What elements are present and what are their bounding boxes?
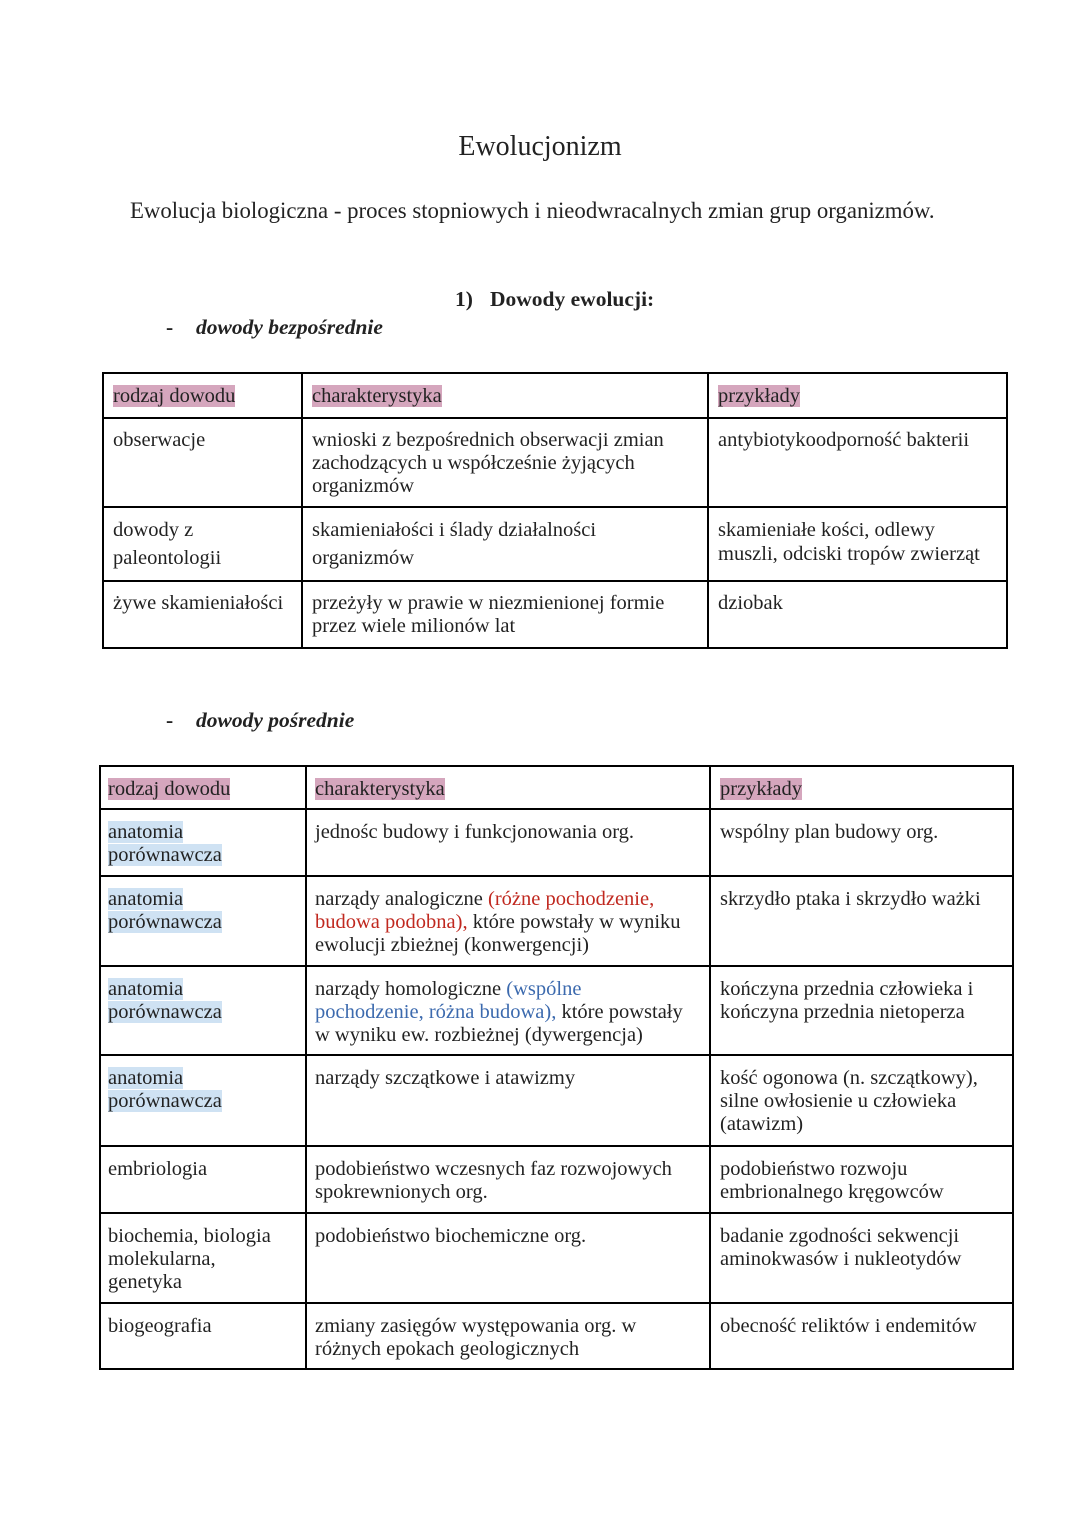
cell-text: anatomia	[108, 1067, 184, 1089]
cell-line	[315, 934, 705, 957]
cell-line	[720, 1181, 1008, 1204]
cell-text: badanie zgodności sekwencji	[720, 1225, 960, 1247]
cell-text: muszli, odciski tropów zwierząt	[718, 543, 980, 565]
cell-text: w wyniku ew. rozbieżnej (dywergencja)	[315, 1024, 643, 1046]
cell-text: dowody z	[113, 519, 194, 541]
cell-text: kość ogonowa (n. szczątkowy),	[720, 1067, 978, 1089]
cell-line	[720, 978, 1008, 1001]
cell-text: ewolucji zbieżnej (konwergencji)	[315, 934, 589, 956]
cell-line	[720, 1001, 1008, 1024]
cell-line	[720, 1113, 1008, 1136]
cell-text: skrzydło ptaka i skrzydło ważki	[720, 888, 981, 910]
cell-line	[108, 1158, 301, 1181]
cell-examples	[710, 966, 1013, 1055]
cell-text: podobieństwo rozwoju	[720, 1158, 908, 1180]
cell-line	[720, 821, 1008, 844]
cell-line	[312, 544, 703, 572]
cell-characteristics	[306, 876, 710, 966]
cell-evidence-type	[100, 1213, 306, 1303]
cell-text: rodzaj dowodu	[113, 385, 236, 407]
cell-text: anatomia	[108, 978, 184, 1000]
cell-text-segment: które powstały	[556, 1001, 683, 1023]
cell-line	[315, 778, 705, 801]
cell-text: wnioski z bezpośrednich obserwacji zmian	[312, 429, 664, 451]
cell-text: embrionalnego kręgowców	[720, 1181, 944, 1203]
cell-text: różnych epokach geologicznych	[315, 1338, 580, 1360]
column-header-evidence-type	[103, 373, 302, 418]
cell-characteristics	[302, 418, 708, 507]
cell-evidence-type	[100, 1055, 306, 1146]
cell-line	[108, 1225, 301, 1248]
cell-line	[720, 1248, 1008, 1271]
cell-text: obecność reliktów i endemitów	[720, 1315, 977, 1337]
table-row	[100, 1213, 1013, 1303]
cell-line	[113, 544, 297, 572]
cell-line	[718, 429, 1002, 452]
cell-text: żywe skamieniałości	[113, 592, 284, 614]
cell-evidence-type	[103, 418, 302, 507]
cell-text: biochemia, biologia	[108, 1225, 271, 1247]
cell-text: silne owłosienie u człowieka	[720, 1090, 957, 1112]
cell-line	[312, 615, 703, 638]
cell-text: jednośc budowy i funkcjonowania org.	[315, 821, 635, 843]
column-header-examples	[708, 373, 1007, 418]
bullet-dash: -	[166, 315, 174, 339]
cell-line	[108, 1248, 301, 1271]
cell-evidence-type	[100, 1146, 306, 1213]
cell-text: spokrewnionych org.	[315, 1181, 488, 1203]
cell-characteristics	[306, 966, 710, 1055]
cell-characteristics	[306, 809, 710, 876]
column-header-characteristics	[302, 373, 708, 418]
cell-line	[315, 888, 705, 911]
direct-evidence-label: dowody bezpośrednie	[196, 315, 383, 339]
cell-text-segment: budowa podobna),	[315, 911, 468, 933]
page-title: Ewolucjonizm	[458, 131, 622, 162]
indirect-evidence-heading	[166, 707, 354, 733]
cell-examples	[710, 809, 1013, 876]
cell-evidence-type	[103, 507, 302, 581]
indirect-evidence-label: dowody pośrednie	[196, 708, 355, 732]
cell-line	[113, 429, 297, 452]
table-row	[100, 1146, 1013, 1213]
cell-line	[312, 516, 703, 544]
table-row	[103, 418, 1007, 507]
cell-text: narządy szczątkowe i atawizmy	[315, 1067, 576, 1089]
cell-text: porównawcza	[108, 911, 222, 933]
cell-examples	[708, 418, 1007, 507]
cell-line	[720, 778, 1008, 801]
cell-line	[315, 1338, 705, 1361]
table-row	[100, 1303, 1013, 1369]
cell-text: przykłady	[720, 778, 802, 800]
cell-text: zmiany zasięgów występowania org. w	[315, 1315, 637, 1337]
cell-line	[718, 592, 1002, 615]
cell-text: embriologia	[108, 1158, 208, 1180]
column-header-characteristics	[306, 766, 710, 809]
cell-line	[315, 1067, 705, 1090]
cell-text: wspólny plan budowy org.	[720, 821, 939, 843]
cell-line	[720, 1315, 1008, 1338]
table-row	[100, 966, 1013, 1055]
cell-examples	[710, 1303, 1013, 1369]
cell-line	[718, 385, 1002, 408]
cell-line	[315, 1024, 705, 1047]
cell-line	[108, 978, 301, 1001]
cell-text: dziobak	[718, 592, 783, 614]
cell-text: porównawcza	[108, 1090, 222, 1112]
cell-line	[315, 1158, 705, 1181]
cell-line	[315, 1315, 705, 1338]
bullet-dash: -	[166, 708, 174, 732]
cell-line	[312, 592, 703, 615]
cell-examples	[710, 876, 1013, 966]
cell-line	[315, 978, 705, 1001]
cell-line	[108, 844, 301, 867]
cell-text: antybiotykoodporność bakterii	[718, 429, 970, 451]
cell-line	[108, 1090, 301, 1113]
cell-line	[108, 1001, 301, 1024]
section-number: 1)	[455, 287, 473, 311]
cell-evidence-type	[100, 966, 306, 1055]
cell-line	[108, 888, 301, 911]
cell-line	[312, 429, 703, 452]
cell-text-segment: które powstały w wyniku	[467, 911, 681, 933]
cell-text: charakterystyka	[315, 778, 445, 800]
cell-characteristics	[306, 1055, 710, 1146]
cell-examples	[708, 507, 1007, 581]
cell-evidence-type	[100, 1303, 306, 1369]
cell-text: obserwacje	[113, 429, 206, 451]
cell-text: (atawizm)	[720, 1113, 804, 1135]
cell-line	[108, 1315, 301, 1338]
cell-line	[720, 1225, 1008, 1248]
cell-evidence-type	[100, 876, 306, 966]
cell-text: organizmów	[312, 547, 415, 569]
cell-text: charakterystyka	[312, 385, 442, 407]
cell-line	[718, 518, 1002, 542]
column-header-examples	[710, 766, 1013, 809]
cell-text: paleontologii	[113, 547, 222, 569]
table-header-row	[103, 373, 1007, 418]
cell-text: przez wiele milionów lat	[312, 615, 516, 637]
cell-text: zachodzących u współcześnie żyjących	[312, 452, 635, 474]
cell-characteristics	[302, 581, 708, 648]
cell-text: skamieniałości i ślady działalności	[312, 519, 597, 541]
cell-examples	[710, 1055, 1013, 1146]
cell-text-segment: (różne pochodzenie,	[488, 888, 655, 910]
column-header-evidence-type	[100, 766, 306, 809]
cell-characteristics	[306, 1303, 710, 1369]
cell-examples	[710, 1213, 1013, 1303]
cell-line	[113, 516, 297, 544]
table-row	[100, 876, 1013, 966]
cell-text: podobieństwo biochemiczne org.	[315, 1225, 587, 1247]
cell-evidence-type	[100, 809, 306, 876]
cell-line	[108, 778, 301, 801]
direct-evidence-table	[102, 372, 1008, 649]
section-title: Dowody ewolucji:	[490, 287, 655, 311]
cell-evidence-type	[103, 581, 302, 648]
table-row	[100, 1055, 1013, 1146]
cell-text: kończyna przednia nietoperza	[720, 1001, 965, 1023]
cell-line	[312, 475, 703, 498]
cell-characteristics	[302, 507, 708, 581]
cell-line	[108, 1271, 301, 1294]
cell-line	[312, 385, 703, 408]
cell-text: skamieniałe kości, odlewy	[718, 519, 935, 541]
cell-examples	[708, 581, 1007, 648]
cell-text: anatomia	[108, 888, 184, 910]
cell-text: aminokwasów i nukleotydów	[720, 1248, 962, 1270]
cell-text-segment: narządy homologiczne	[315, 978, 507, 1000]
cell-line	[312, 452, 703, 475]
direct-evidence-heading	[166, 314, 383, 340]
cell-line	[315, 821, 705, 844]
cell-line	[718, 542, 1002, 566]
cell-text: kończyna przednia człowieka i	[720, 978, 974, 1000]
cell-line	[315, 1181, 705, 1204]
cell-text: przykłady	[718, 385, 800, 407]
cell-text: molekularna,	[108, 1248, 216, 1270]
cell-line	[315, 1225, 705, 1248]
cell-examples	[710, 1146, 1013, 1213]
cell-line	[113, 385, 297, 408]
cell-text: genetyka	[108, 1271, 182, 1293]
cell-text: przeżyły w prawie w niezmienionej formie	[312, 592, 665, 614]
cell-line	[720, 1158, 1008, 1181]
section-heading	[455, 286, 654, 312]
cell-characteristics	[306, 1213, 710, 1303]
cell-text: anatomia	[108, 821, 184, 843]
cell-line	[315, 911, 705, 934]
cell-text: organizmów	[312, 475, 415, 497]
cell-text: biogeografia	[108, 1315, 212, 1337]
cell-line	[315, 1001, 705, 1024]
table-row	[103, 507, 1007, 581]
table-row	[100, 809, 1013, 876]
cell-line	[108, 1067, 301, 1090]
cell-line	[720, 1090, 1008, 1113]
cell-text: rodzaj dowodu	[108, 778, 231, 800]
table-header-row	[100, 766, 1013, 809]
indirect-evidence-table	[99, 765, 1014, 1370]
cell-text: porównawcza	[108, 844, 222, 866]
cell-line	[113, 592, 297, 615]
cell-text-segment: (wspólne	[506, 978, 582, 1000]
table-row	[103, 581, 1007, 648]
cell-text: podobieństwo wczesnych faz rozwojowych	[315, 1158, 672, 1180]
cell-text: porównawcza	[108, 1001, 222, 1023]
cell-line	[108, 821, 301, 844]
cell-line	[108, 911, 301, 934]
cell-line	[720, 888, 1008, 911]
cell-text-segment: narządy analogiczne	[315, 888, 489, 910]
cell-line	[720, 1067, 1008, 1090]
cell-characteristics	[306, 1146, 710, 1213]
definition-text: Ewolucja biologiczna - proces stopniowych i nieodwracalnych zmian grup organizmów.	[130, 198, 935, 223]
cell-text-segment: pochodzenie, różna budowa),	[315, 1001, 557, 1023]
